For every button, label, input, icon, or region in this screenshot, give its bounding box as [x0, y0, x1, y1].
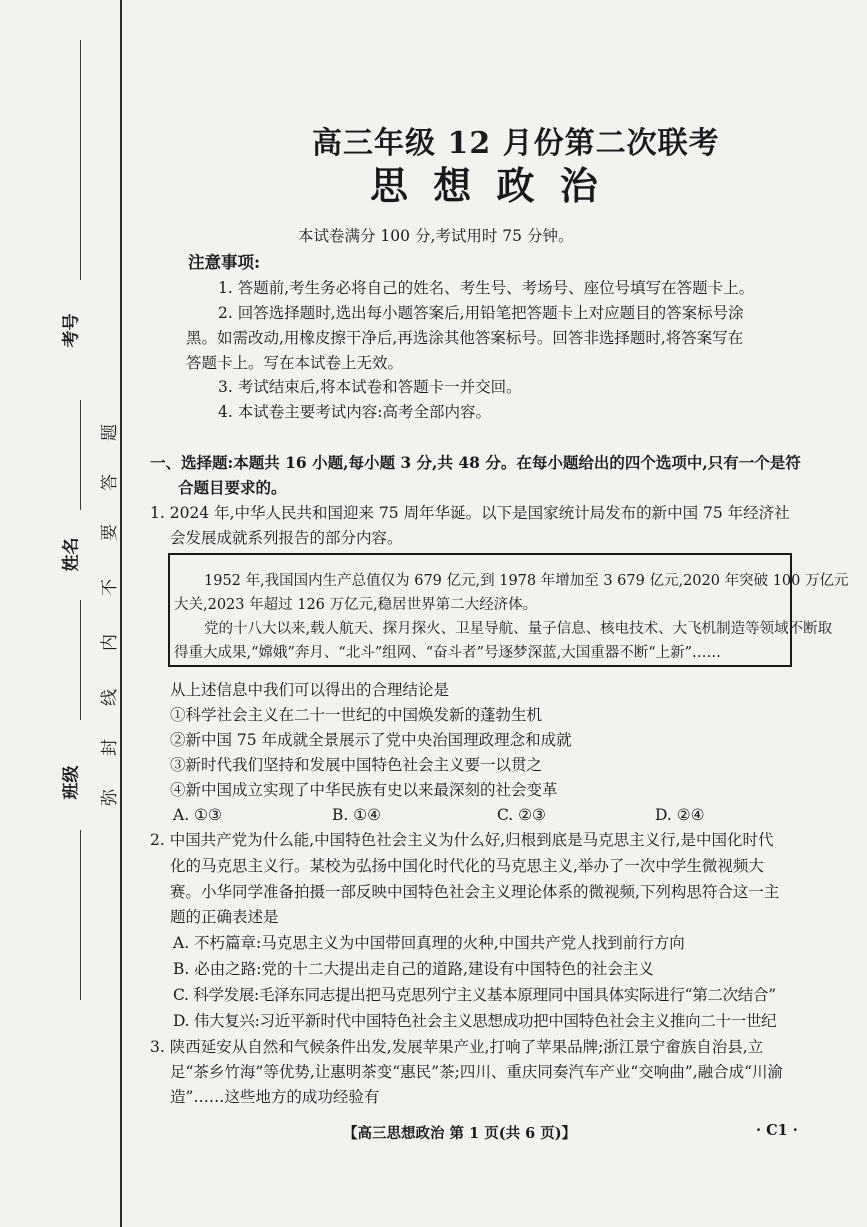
q1-option-3: ③新时代我们坚持和发展中国特色社会主义要一以贯之	[170, 756, 543, 774]
intro-text: 本试卷满分 100 分,考试用时 75 分钟。	[298, 227, 574, 245]
name-line-top	[80, 400, 81, 510]
q3-stem-line3: 造”……这些地方的成功经验有	[170, 1088, 380, 1106]
q1-material-box	[168, 553, 849, 667]
q1-box-line1: 1952 年,我国国内生产总值仅为 679 亿元,到 1978 年增加至 3 679 亿元,2020 年突破 100 万亿元	[204, 573, 849, 589]
q2-choice-b: B. 必由之路:党的十二大提出走自己的道路,建设有中国特色的社会主义	[173, 960, 654, 978]
name-line-bottom	[80, 600, 81, 720]
section-heading-line1: 一、选择题:本题共 16 小题,每小题 3 分,共 48 分。在每小题给出的四个选项中,只有一个是符	[150, 453, 801, 472]
notes-item-3: 3. 考试结束后,将本试卷和答题卡一并交回。	[218, 378, 522, 396]
footer-page-info: 【高三思想政治 第 1 页(共 6 页)】	[343, 1125, 577, 1142]
footer-code: · C1 ·	[756, 1122, 798, 1139]
class-line	[80, 830, 81, 1000]
q1-choice-c: C. ②③	[497, 806, 546, 824]
q1-box-line4: 得重大成果,“嫦娥”奔月、“北斗”组网、“奋斗者”号逐梦深蓝,大国重器不断“上新”……	[174, 645, 722, 661]
exam-title: 高三年级 12 月份第二次联考	[312, 126, 720, 161]
notes-item-2b: 黑。如需改动,用橡皮擦干净后,再选涂其他答案标号。回答非选择题时,将答案写在	[186, 329, 744, 347]
subject-title: 思 想 政 治	[370, 163, 604, 208]
q2-stem-line3: 赛。小华同学准备拍摄一部反映中国特色社会主义理论体系的微视频,下列构思符合这一主	[170, 883, 780, 901]
q1-box-line2: 大关,2023 年超过 126 万亿元,稳居世界第二大经济体。	[174, 597, 538, 613]
q2-choice-d: D. 伟大复兴:习近平新时代中国特色社会主义思想成功把中国特色社会主义推向二十一世纪	[173, 1012, 777, 1030]
notes-item-2c: 答题卡上。写在本试卷上无效。	[186, 354, 404, 372]
q1-choice-a: A. ①③	[173, 806, 222, 824]
q2-stem-line2: 化的马克思主义行。某校为弘扬中国化时代化的马克思主义,举办了一次中学生微视频大	[170, 857, 764, 875]
q2-choice-a: A. 不朽篇章:马克思主义为中国带回真理的火种,中国共产党人找到前行方向	[173, 934, 685, 952]
seal-char-4: 不	[100, 579, 120, 596]
section-heading-line2: 合题目要求的。	[178, 478, 287, 497]
seal-char-8: 弥	[100, 789, 120, 806]
q1-option-1: ①科学社会主义在二十一世纪的中国焕发新的蓬勃生机	[170, 706, 543, 724]
seal-char-6: 线	[100, 689, 120, 706]
q2-choice-c: C. 科学发展:毛泽东同志提出把马克思列宁主义基本原理同中国具体实际进行“第二次结合”	[173, 986, 776, 1004]
notes-item-2a: 2. 回答选择题时,选出每小题答案后,用铅笔把答题卡上对应题目的答案标号涂	[218, 304, 744, 322]
q1-stem-line1: 1. 2024 年,中华人民共和国迎来 75 周年华诞。以下是国家统计局发布的新中国 75 年经济社	[150, 504, 790, 522]
seal-char-2: 答	[100, 474, 120, 491]
notes-item-1: 1. 答题前,考生务必将自己的姓名、考生号、考场号、座位号填写在答题卡上。	[218, 279, 755, 297]
binding-line	[120, 0, 122, 1227]
name-label: 姓名	[61, 537, 82, 572]
q3-stem-line2: 足“茶乡竹海”等优势,让惠明茶变“惠民”茶;四川、重庆同奏汽车产业“交响曲”,融合成“川渝	[170, 1063, 784, 1081]
exam-no-label: 考号	[61, 313, 82, 348]
class-label: 班级	[61, 765, 82, 800]
q2-stem-line1: 2. 中国共产党为什么能,中国特色社会主义为什么好,归根到底是马克思主义行,是中国化时代	[150, 831, 774, 849]
seal-char-1: 题	[100, 424, 120, 441]
seal-char-3: 要	[100, 524, 120, 541]
q1-option-2: ②新中国 75 年成就全景展示了党中央治国理政理念和成就	[170, 731, 572, 749]
notes-item-4: 4. 本试卷主要考试内容:高考全部内容。	[218, 403, 491, 421]
q2-stem-line4: 题的正确表述是	[170, 908, 279, 926]
q1-question: 从上述信息中我们可以得出的合理结论是	[170, 681, 450, 699]
seal-char-7: 封	[100, 739, 120, 756]
q1-option-4: ④新中国成立实现了中华民族有史以来最深刻的社会变革	[170, 781, 558, 799]
q1-choice-d: D. ②④	[655, 806, 705, 824]
q1-box-line3: 党的十八大以来,载人航天、探月探火、卫星导航、量子信息、核电技术、大飞机制造等领域不断取	[204, 621, 833, 637]
q3-stem-line1: 3. 陕西延安从自然和气候条件出发,发展苹果产业,打响了苹果品牌;浙江景宁畲族自治县,立	[150, 1038, 764, 1056]
exam-no-line	[80, 40, 81, 280]
q1-stem-line2: 会发展成就系列报告的部分内容。	[170, 529, 403, 547]
q1-choice-b: B. ①④	[332, 806, 382, 824]
seal-char-5: 内	[100, 634, 120, 651]
notes-heading: 注意事项:	[188, 253, 261, 272]
